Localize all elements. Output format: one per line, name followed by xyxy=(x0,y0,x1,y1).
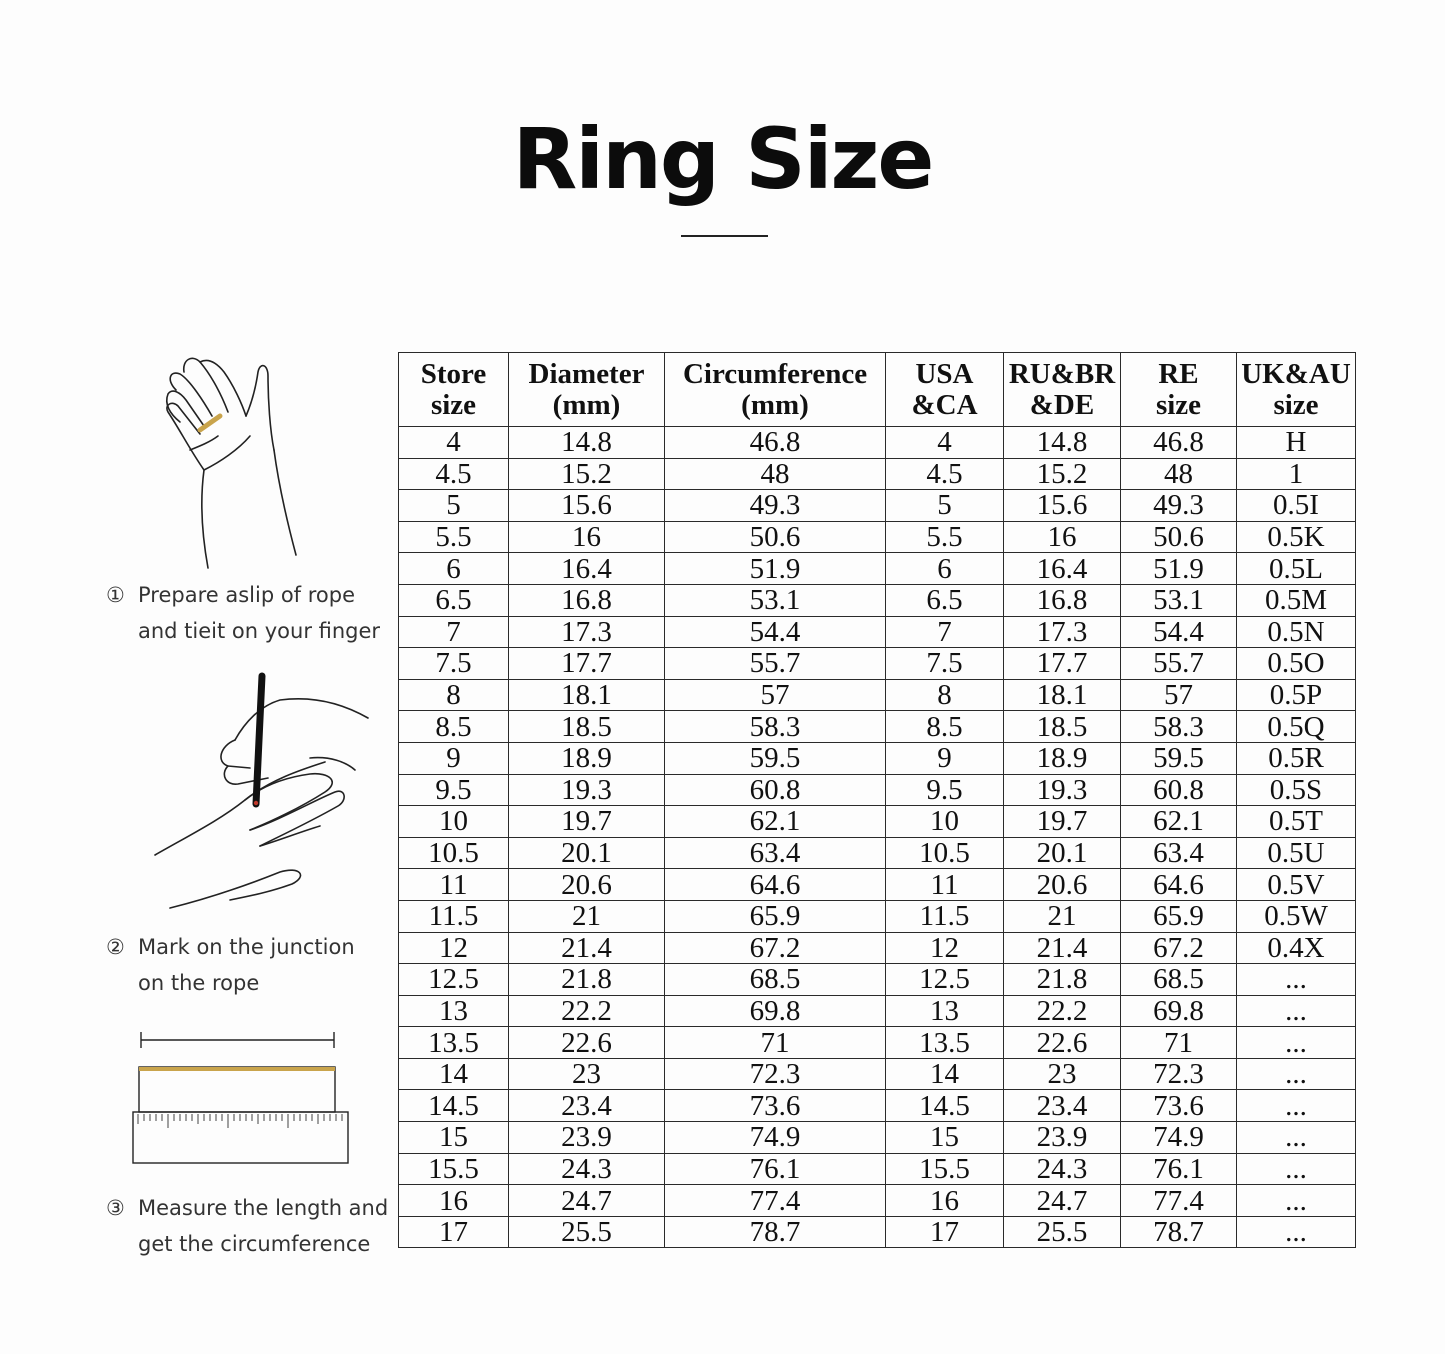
table-row xyxy=(399,1185,1356,1217)
table-row xyxy=(399,1027,1356,1059)
table-cell: 18.5 xyxy=(509,711,665,743)
table-cell: 17.7 xyxy=(509,648,665,680)
table-cell: 25.5 xyxy=(509,1216,665,1248)
table-row xyxy=(399,458,1356,490)
table-cell: 17.3 xyxy=(509,616,665,648)
table-row xyxy=(399,616,1356,648)
table-cell: 10 xyxy=(399,806,509,838)
table-cell: 20.6 xyxy=(1004,869,1121,901)
table-cell: 15 xyxy=(886,1122,1004,1154)
table-cell: ... xyxy=(1237,1153,1356,1185)
step-3-number: ③ xyxy=(106,1196,125,1220)
step-1-line-1: Prepare aslip of rope xyxy=(138,583,356,607)
table-cell: 67.2 xyxy=(1121,932,1237,964)
table-cell: 11.5 xyxy=(886,900,1004,932)
step-1-line-2: and tieit on your finger xyxy=(138,619,381,643)
step-2-text xyxy=(106,929,355,1001)
table-cell: 60.8 xyxy=(1121,774,1237,806)
column-header xyxy=(1004,353,1121,427)
table-cell: 49.3 xyxy=(1121,490,1237,522)
table-cell: 63.4 xyxy=(665,837,886,869)
table-cell: 16.8 xyxy=(509,584,665,616)
table-cell: 71 xyxy=(1121,1027,1237,1059)
table-cell: 21.4 xyxy=(509,932,665,964)
table-cell: 20.1 xyxy=(509,837,665,869)
table-cell: 23.9 xyxy=(509,1122,665,1154)
table-cell: 25.5 xyxy=(1004,1216,1121,1248)
table-cell: 0.5O xyxy=(1237,648,1356,680)
column-header xyxy=(1237,353,1356,427)
column-header xyxy=(509,353,665,427)
table-cell: 14.8 xyxy=(1004,427,1121,459)
column-header-line: (mm) xyxy=(741,388,809,421)
table-cell: 15.2 xyxy=(1004,458,1121,490)
column-header-line: RE xyxy=(1158,357,1199,390)
table-cell: 64.6 xyxy=(665,869,886,901)
table-cell: 18.1 xyxy=(1004,679,1121,711)
column-header xyxy=(399,353,509,427)
table-cell: 54.4 xyxy=(1121,616,1237,648)
table-cell: 15.5 xyxy=(399,1153,509,1185)
step-3-line-2: get the circumference xyxy=(138,1232,371,1256)
table-cell: 10.5 xyxy=(399,837,509,869)
table-cell: ... xyxy=(1237,1122,1356,1154)
page-title: Ring Size xyxy=(512,110,933,208)
table-cell: 10.5 xyxy=(886,837,1004,869)
table-cell: 4.5 xyxy=(886,458,1004,490)
table-cell: 55.7 xyxy=(665,648,886,680)
table-cell: 77.4 xyxy=(665,1185,886,1217)
hands-marking-rope-icon xyxy=(150,670,370,915)
table-cell: 0.5U xyxy=(1237,837,1356,869)
table-cell: 21.4 xyxy=(1004,932,1121,964)
column-header-line: (mm) xyxy=(552,388,621,421)
table-cell: 64.6 xyxy=(1121,869,1237,901)
table-row xyxy=(399,932,1356,964)
table-cell: ... xyxy=(1237,1185,1356,1217)
table-cell: 74.9 xyxy=(665,1122,886,1154)
table-cell: 9 xyxy=(886,742,1004,774)
table-cell: 0.5R xyxy=(1237,742,1356,774)
table-cell: 7.5 xyxy=(399,648,509,680)
table-row xyxy=(399,742,1356,774)
table-cell: 72.3 xyxy=(665,1058,886,1090)
table-row xyxy=(399,648,1356,680)
column-header-line: RU&BR xyxy=(1008,357,1116,390)
table-row xyxy=(399,584,1356,616)
table-cell: 62.1 xyxy=(665,806,886,838)
table-cell: 68.5 xyxy=(1121,964,1237,996)
table-cell: 53.1 xyxy=(1121,584,1237,616)
table-cell: H xyxy=(1237,427,1356,459)
column-header-line: size xyxy=(1273,388,1319,421)
table-cell: 59.5 xyxy=(1121,742,1237,774)
table-row xyxy=(399,900,1356,932)
table-cell: 5 xyxy=(886,490,1004,522)
table-cell: 16.4 xyxy=(509,553,665,585)
table-cell: 18.5 xyxy=(1004,711,1121,743)
table-body xyxy=(399,427,1356,1248)
table-cell: 12 xyxy=(399,932,509,964)
column-header-line: UK&AU xyxy=(1241,357,1351,390)
table-cell: 0.5L xyxy=(1237,553,1356,585)
table-cell: 46.8 xyxy=(1121,427,1237,459)
table-cell: 17.3 xyxy=(1004,616,1121,648)
table-cell: 23 xyxy=(1004,1058,1121,1090)
table-cell: 16 xyxy=(509,521,665,553)
table-cell: 11 xyxy=(886,869,1004,901)
table-cell: 0.5P xyxy=(1237,679,1356,711)
table-cell: 18.1 xyxy=(509,679,665,711)
table-cell: 19.7 xyxy=(1004,806,1121,838)
table-cell: 12 xyxy=(886,932,1004,964)
table-cell: 76.1 xyxy=(1121,1153,1237,1185)
table-cell: 6 xyxy=(886,553,1004,585)
table-cell: 57 xyxy=(665,679,886,711)
table-cell: ... xyxy=(1237,1058,1356,1090)
table-cell: 5 xyxy=(399,490,509,522)
table-cell: 74.9 xyxy=(1121,1122,1237,1154)
step-3-line-1: Measure the length and xyxy=(138,1196,389,1220)
table-cell: 21.8 xyxy=(509,964,665,996)
table-cell: 46.8 xyxy=(665,427,886,459)
table-cell: 0.5K xyxy=(1237,521,1356,553)
table-cell: 0.5W xyxy=(1237,900,1356,932)
table-row xyxy=(399,1090,1356,1122)
column-header xyxy=(1121,353,1237,427)
table-row xyxy=(399,490,1356,522)
table-cell: 19.3 xyxy=(1004,774,1121,806)
table-row xyxy=(399,806,1356,838)
table-cell: 13.5 xyxy=(886,1027,1004,1059)
table-row xyxy=(399,995,1356,1027)
table-cell: 10 xyxy=(886,806,1004,838)
table-cell: 19.7 xyxy=(509,806,665,838)
table-cell: 0.4X xyxy=(1237,932,1356,964)
step-3-text xyxy=(106,1190,388,1262)
table-cell: 16 xyxy=(399,1185,509,1217)
table-cell: 7.5 xyxy=(886,648,1004,680)
table-cell: 55.7 xyxy=(1121,648,1237,680)
table-cell: 8 xyxy=(886,679,1004,711)
table-row xyxy=(399,1216,1356,1248)
table-row xyxy=(399,679,1356,711)
table-cell: 21 xyxy=(1004,900,1121,932)
table-cell: 73.6 xyxy=(665,1090,886,1122)
table-cell: 54.4 xyxy=(665,616,886,648)
column-header xyxy=(886,353,1004,427)
table-cell: 17.7 xyxy=(1004,648,1121,680)
title-divider xyxy=(681,235,768,237)
table-cell: 78.7 xyxy=(1121,1216,1237,1248)
table-cell: 51.9 xyxy=(665,553,886,585)
table-row xyxy=(399,1153,1356,1185)
step-2-line-2: on the rope xyxy=(138,971,260,995)
step-1-number: ① xyxy=(106,583,125,607)
table-row xyxy=(399,1122,1356,1154)
column-header-line: size xyxy=(1155,388,1202,421)
table-cell: 50.6 xyxy=(665,521,886,553)
table-cell: 0.5M xyxy=(1237,584,1356,616)
table-cell: 9 xyxy=(399,742,509,774)
table-cell: 15.6 xyxy=(509,490,665,522)
table-cell: 19.3 xyxy=(509,774,665,806)
column-header-line: size xyxy=(430,388,477,421)
table-cell: 22.6 xyxy=(1004,1027,1121,1059)
table-cell: 58.3 xyxy=(1121,711,1237,743)
table-cell: 12.5 xyxy=(399,964,509,996)
table-cell: ... xyxy=(1237,995,1356,1027)
table-cell: 18.9 xyxy=(509,742,665,774)
table-row xyxy=(399,521,1356,553)
table-cell: ... xyxy=(1237,1090,1356,1122)
table-cell: 73.6 xyxy=(1121,1090,1237,1122)
table-cell: 8.5 xyxy=(886,711,1004,743)
table-cell: 7 xyxy=(886,616,1004,648)
ruler-measuring-icon xyxy=(130,1030,352,1168)
table-cell: 68.5 xyxy=(665,964,886,996)
table-row xyxy=(399,711,1356,743)
table-cell: 14 xyxy=(886,1058,1004,1090)
table-cell: 15.2 xyxy=(509,458,665,490)
table-row xyxy=(399,837,1356,869)
table-row xyxy=(399,427,1356,459)
table-cell: 20.1 xyxy=(1004,837,1121,869)
table-cell: 23 xyxy=(509,1058,665,1090)
table-cell: 0.5S xyxy=(1237,774,1356,806)
table-cell: 63.4 xyxy=(1121,837,1237,869)
table-cell: 71 xyxy=(665,1027,886,1059)
table-cell: 60.8 xyxy=(665,774,886,806)
table-cell: 5.5 xyxy=(399,521,509,553)
table-cell: 4 xyxy=(886,427,1004,459)
table-cell: 21 xyxy=(509,900,665,932)
table-cell: 22.2 xyxy=(1004,995,1121,1027)
table-cell: 13.5 xyxy=(399,1027,509,1059)
table-cell: 17 xyxy=(886,1216,1004,1248)
table-cell: 72.3 xyxy=(1121,1058,1237,1090)
table-cell: 22.6 xyxy=(509,1027,665,1059)
table-cell: 17 xyxy=(399,1216,509,1248)
table-cell: 0.5T xyxy=(1237,806,1356,838)
table-cell: 24.7 xyxy=(1004,1185,1121,1217)
table-cell: 5.5 xyxy=(886,521,1004,553)
table-cell: 77.4 xyxy=(1121,1185,1237,1217)
column-header-line: &CA xyxy=(911,388,978,421)
table-cell: 7 xyxy=(399,616,509,648)
table-cell: 0.5Q xyxy=(1237,711,1356,743)
ring-size-table xyxy=(398,352,1356,1248)
table-cell: 0.5N xyxy=(1237,616,1356,648)
table-cell: 9.5 xyxy=(399,774,509,806)
table-cell: 59.5 xyxy=(665,742,886,774)
table-cell: 65.9 xyxy=(665,900,886,932)
table-header-row xyxy=(399,353,1356,427)
table-cell: 16.8 xyxy=(1004,584,1121,616)
table-cell: 24.7 xyxy=(509,1185,665,1217)
table-cell: 14.8 xyxy=(509,427,665,459)
table-cell: 15.6 xyxy=(1004,490,1121,522)
column-header-line: Circumference xyxy=(682,357,868,390)
table-cell: 18.9 xyxy=(1004,742,1121,774)
step-2-number: ② xyxy=(106,935,125,959)
table-cell: 15 xyxy=(399,1122,509,1154)
table-cell: 13 xyxy=(399,995,509,1027)
table-cell: 76.1 xyxy=(665,1153,886,1185)
table-cell: ... xyxy=(1237,1216,1356,1248)
table-cell: 49.3 xyxy=(665,490,886,522)
table-cell: 58.3 xyxy=(665,711,886,743)
table-cell: 14 xyxy=(399,1058,509,1090)
table-cell: 8 xyxy=(399,679,509,711)
table-cell: 4 xyxy=(399,427,509,459)
table-row xyxy=(399,774,1356,806)
table-cell: ... xyxy=(1237,1027,1356,1059)
step-1-text xyxy=(106,577,380,649)
table-row xyxy=(399,1058,1356,1090)
table-cell: 6.5 xyxy=(886,584,1004,616)
table-cell: 23.4 xyxy=(509,1090,665,1122)
table-cell: 13 xyxy=(886,995,1004,1027)
table-cell: 6.5 xyxy=(399,584,509,616)
column-header-line: USA xyxy=(915,357,974,390)
table-cell: 53.1 xyxy=(665,584,886,616)
table-cell: 23.9 xyxy=(1004,1122,1121,1154)
table-cell: 51.9 xyxy=(1121,553,1237,585)
table-cell: 48 xyxy=(665,458,886,490)
table-cell: 9.5 xyxy=(886,774,1004,806)
table-cell: 69.8 xyxy=(1121,995,1237,1027)
table-cell: 24.3 xyxy=(1004,1153,1121,1185)
table-cell: 62.1 xyxy=(1121,806,1237,838)
table-cell: 20.6 xyxy=(509,869,665,901)
table-cell: 15.5 xyxy=(886,1153,1004,1185)
table-cell: 69.8 xyxy=(665,995,886,1027)
table-cell: 23.4 xyxy=(1004,1090,1121,1122)
table-cell: 57 xyxy=(1121,679,1237,711)
table-cell: 16 xyxy=(1004,521,1121,553)
table-cell: 4.5 xyxy=(399,458,509,490)
table-cell: 6 xyxy=(399,553,509,585)
table-cell: 22.2 xyxy=(509,995,665,1027)
table-row xyxy=(399,553,1356,585)
column-header-line: Store xyxy=(420,357,487,390)
step-2-line-1: Mark on the junction xyxy=(138,935,355,959)
table-cell: ... xyxy=(1237,964,1356,996)
table-cell: 24.3 xyxy=(509,1153,665,1185)
table-cell: 65.9 xyxy=(1121,900,1237,932)
column-header xyxy=(665,353,886,427)
column-header-line: &DE xyxy=(1029,388,1095,421)
table-cell: 12.5 xyxy=(886,964,1004,996)
table-row xyxy=(399,869,1356,901)
table-cell: 0.5V xyxy=(1237,869,1356,901)
table-cell: 48 xyxy=(1121,458,1237,490)
table-cell: 0.5I xyxy=(1237,490,1356,522)
table-cell: 11 xyxy=(399,869,509,901)
table-cell: 8.5 xyxy=(399,711,509,743)
column-header-line: Diameter xyxy=(528,357,645,390)
table-cell: 14.5 xyxy=(886,1090,1004,1122)
table-cell: 78.7 xyxy=(665,1216,886,1248)
table-row xyxy=(399,964,1356,996)
hand-with-ring-icon xyxy=(160,350,310,575)
table-cell: 67.2 xyxy=(665,932,886,964)
table-cell: 16 xyxy=(886,1185,1004,1217)
table-cell: 21.8 xyxy=(1004,964,1121,996)
table-cell: 50.6 xyxy=(1121,521,1237,553)
table-cell: 1 xyxy=(1237,458,1356,490)
table-cell: 16.4 xyxy=(1004,553,1121,585)
table-cell: 11.5 xyxy=(399,900,509,932)
table-cell: 14.5 xyxy=(399,1090,509,1122)
